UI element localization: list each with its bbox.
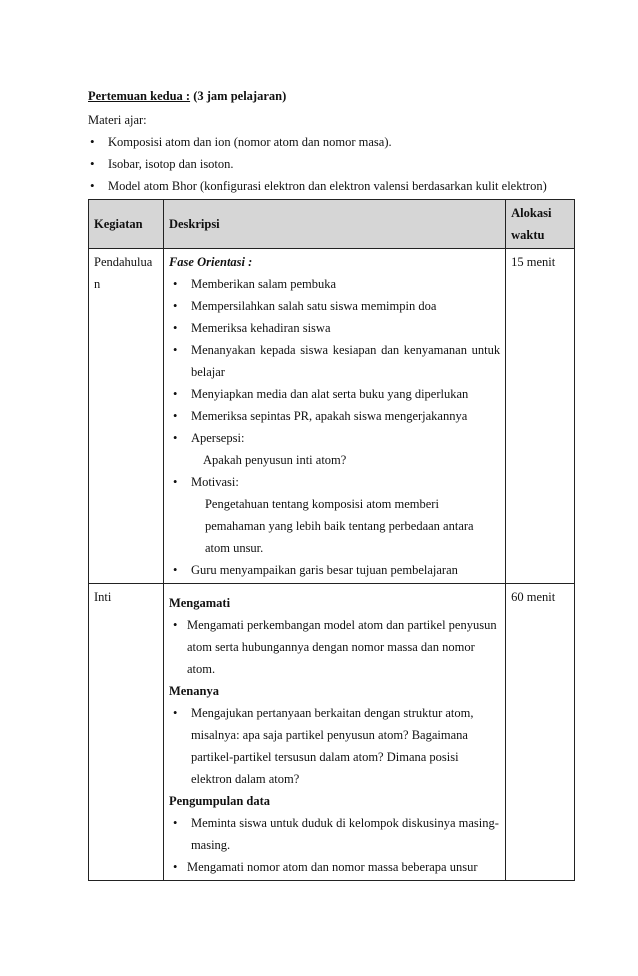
apersepsi-text: Apakah penyusun inti atom? — [202, 453, 347, 467]
table-row — [89, 584, 575, 881]
orientation-list — [169, 273, 500, 449]
list-item: • Apersepsi: — [169, 427, 500, 449]
mengamati-list — [169, 614, 500, 680]
list-item: • Meminta siswa untuk duduk di kelompok diskusinya masing-masing. — [169, 812, 500, 856]
row1-kegiatan — [89, 249, 164, 584]
pengumpulan-list — [169, 812, 500, 878]
meeting-duration: (3 jam pelajaran) — [193, 89, 287, 103]
row1-kegiatan-line1: Pendahulua — [94, 255, 153, 269]
row2-deskripsi — [163, 584, 505, 881]
row1-deskripsi — [163, 249, 505, 584]
list-item: • Memeriksa sepintas PR, apakah siswa mengerjakannya — [169, 405, 500, 427]
header-alokasi-line1: Alokasi — [511, 206, 552, 220]
menanya-label: Menanya — [168, 684, 219, 698]
closing-list — [169, 559, 500, 581]
meeting-heading — [88, 86, 576, 106]
table-row — [89, 249, 575, 584]
meeting-title: Pertemuan kedua : — [88, 89, 191, 103]
row2-alokasi — [506, 584, 575, 881]
row1-alokasi-value: 15 menit — [511, 255, 556, 269]
mengamati-label: Mengamati — [168, 596, 231, 610]
header-deskripsi: Deskripsi — [163, 200, 505, 249]
materi-list — [88, 131, 576, 197]
pengumpulan-label: Pengumpulan data — [168, 794, 271, 808]
menanya-list — [169, 702, 500, 790]
row2-alokasi-value: 60 menit — [511, 590, 556, 604]
materi-label: Materi ajar: — [88, 113, 147, 127]
row1-alokasi — [506, 249, 575, 584]
phase-label: Fase Orientasi : — [168, 255, 253, 269]
list-item: • Guru menyampaikan garis besar tujuan pembelajaran — [169, 559, 500, 581]
row2-kegiatan-label: Inti — [94, 590, 112, 604]
list-item: • Memberikan salam pembuka — [169, 273, 500, 295]
activity-table — [88, 199, 575, 881]
header-kegiatan: Kegiatan — [89, 200, 164, 249]
list-item: • Menyiapkan media dan alat serta buku yang diperlukan — [169, 383, 500, 405]
list-item: • Mempersilahkan salah satu siswa memimpin doa — [169, 295, 500, 317]
list-item: • Menanyakan kepada siswa kesiapan dan kenyamanan untuk belajar — [169, 339, 500, 383]
header-alokasi-line2: waktu — [511, 228, 545, 242]
row1-kegiatan-line2: n — [94, 277, 101, 291]
list-item: • Mengajukan pertanyaan berkaitan dengan struktur atom, misalnya: apa saja partikel penyusun atom? Bagaimana partikel-partikel tersusun dalam atom? Dimana posisi elektron dalam atom? — [169, 702, 500, 790]
list-item: • Mengamati nomor atom dan nomor massa beberapa unsur — [169, 856, 500, 878]
materi-item: • Komposisi atom dan ion (nomor atom dan nomor masa). — [88, 131, 576, 153]
list-item: • Memeriksa kehadiran siswa — [169, 317, 500, 339]
materi-item: • Model atom Bhor (konfigurasi elektron dan elektron valensi berdasarkan kulit elektron) — [88, 175, 576, 197]
motivasi-text: Pengetahuan tentang komposisi atom memberi pemahaman yang lebih baik tentang perbedaan antara atom unsur. — [204, 497, 474, 555]
document-page — [88, 86, 576, 881]
header-alokasi — [506, 200, 575, 249]
motivasi-list — [169, 471, 500, 493]
materi-item: • Isobar, isotop dan isoton. — [88, 153, 576, 175]
table-header-row — [89, 200, 575, 249]
row2-kegiatan — [89, 584, 164, 881]
list-item: • Motivasi: — [169, 471, 500, 493]
list-item: • Mengamati perkembangan model atom dan partikel penyusun atom serta hubungannya dengan nomor massa dan nomor atom. — [169, 614, 500, 680]
